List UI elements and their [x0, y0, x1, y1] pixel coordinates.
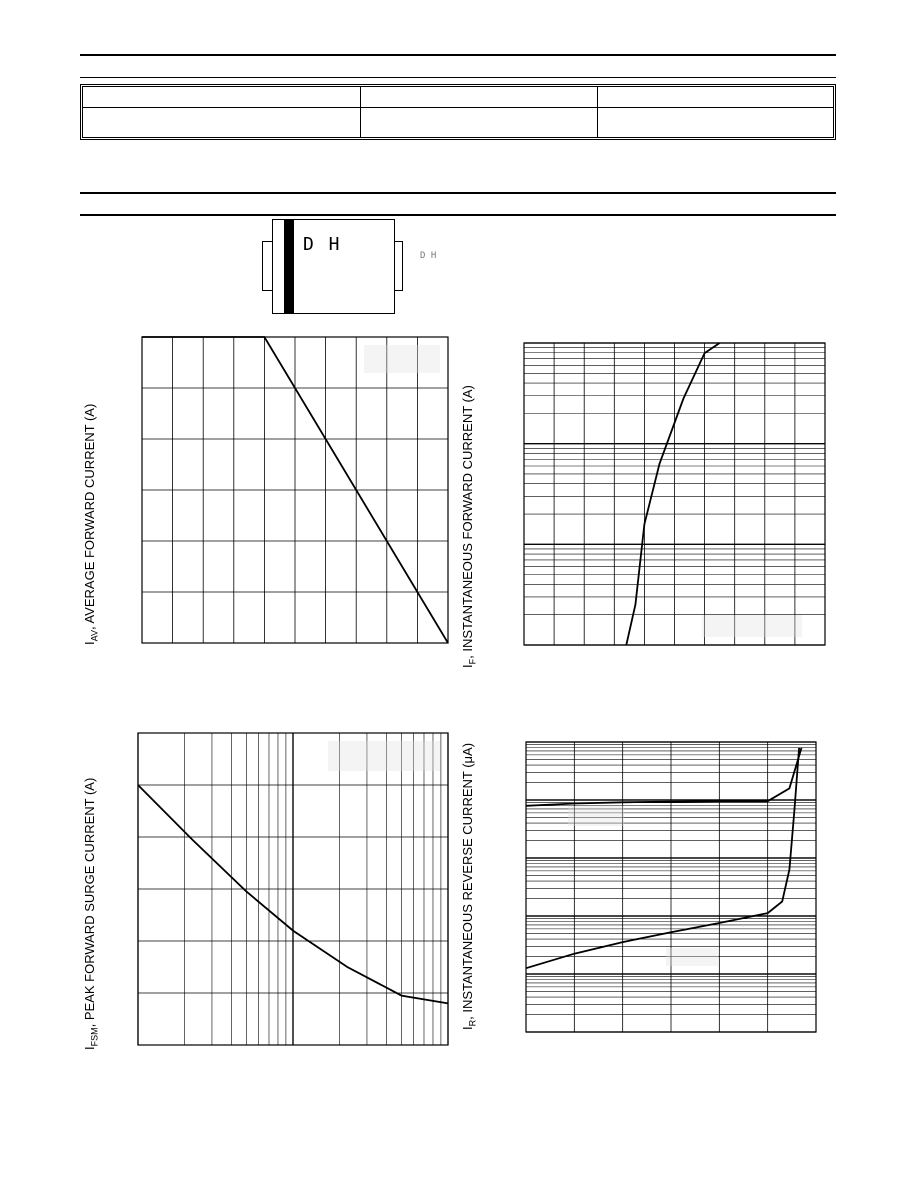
package-side-marking: D H: [420, 251, 437, 261]
fig2-ylabel: $I_F$, INSTANTANEOUS FORWARD CURRENT (A): [460, 385, 478, 668]
fig4-legend-box-lower: [666, 948, 718, 966]
fig1-ylabel: $I_{AV}$, AVERAGE FORWARD CURRENT (A): [82, 403, 100, 645]
package-marking: D H: [303, 234, 342, 255]
fig4-ylabel: $I_R$, INSTANTANEOUS REVERSE CURRENT (μA): [460, 742, 478, 1030]
fig4-series-line: [526, 748, 802, 806]
fig4-legend-box-upper: [568, 806, 624, 826]
fig3-ylabel: $I_{FSM}$, PEAK FORWARD SURGE CURRENT (A): [82, 777, 100, 1050]
